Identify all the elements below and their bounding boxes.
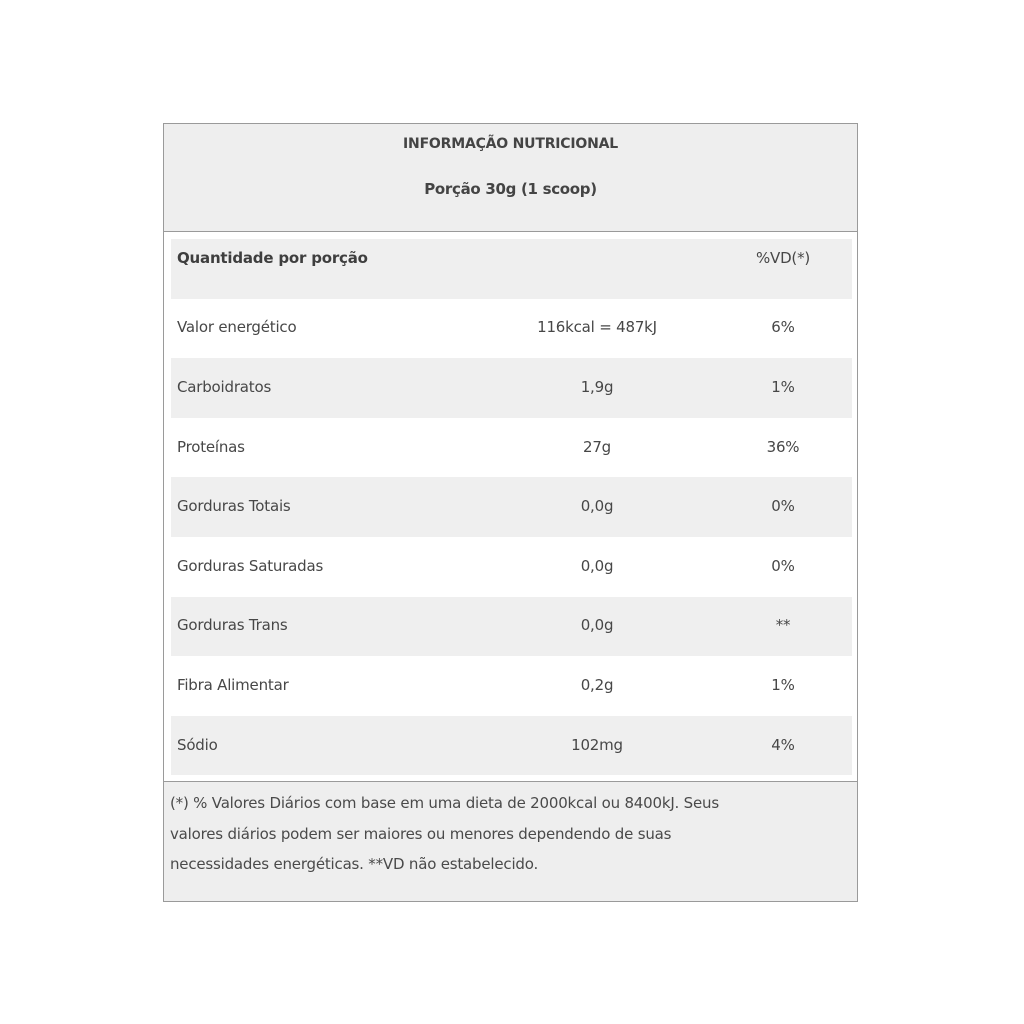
nutrient-name: Valor energético	[177, 318, 297, 337]
daily-value-footnote	[170, 788, 810, 880]
nutrient-amount: 1,9g	[580, 377, 614, 396]
nutrition-rows	[171, 239, 852, 775]
nutrition-table	[164, 232, 857, 782]
nutrition-facts-panel	[163, 123, 858, 902]
nutrient-vd: 1%	[771, 675, 795, 694]
portion-size: Porção 30g (1 scoop)	[424, 180, 597, 198]
column-header-vd: %VD(*)	[755, 249, 811, 267]
nutrient-vd: **	[775, 616, 791, 635]
nutrient-amount: 0,0g	[580, 616, 614, 635]
nutrient-amount: 116kcal = 487kJ	[537, 318, 657, 337]
nutrient-amount: 0,0g	[580, 556, 614, 575]
nutrient-vd: 36%	[766, 437, 800, 456]
nutrient-amount: 0,2g	[580, 675, 614, 694]
table-header-row	[171, 239, 852, 299]
nutrient-amount: 102mg	[571, 735, 623, 754]
nutrient-name: Gorduras Saturadas	[177, 556, 324, 575]
nutrient-name: Carboidratos	[177, 377, 272, 396]
nutrition-header	[164, 124, 857, 232]
nutrient-vd: 0%	[771, 497, 795, 516]
table-row	[171, 537, 852, 597]
nutrient-vd: 4%	[771, 735, 795, 754]
footnote-line: (*) % Valores Diários com base em uma dieta de 2000kcal ou 8400kJ. Seus	[170, 794, 719, 812]
table-row	[171, 597, 852, 657]
table-row	[171, 656, 852, 716]
table-row	[171, 299, 852, 359]
nutrient-vd: 1%	[771, 377, 795, 396]
column-header-quantity: Quantidade por porção	[177, 249, 368, 267]
nutrient-name: Gorduras Trans	[177, 616, 288, 635]
nutrient-vd: 6%	[771, 318, 795, 337]
footnote-line: valores diários podem ser maiores ou menores dependendo de suas	[170, 824, 672, 843]
nutrient-amount: 0,0g	[580, 497, 614, 516]
footnote-line: necessidades energéticas. **VD não estabelecido.	[170, 855, 539, 873]
nutrient-name: Gorduras Totais	[177, 497, 291, 516]
nutrient-name: Fibra Alimentar	[177, 675, 289, 694]
table-row	[171, 716, 852, 776]
nutrient-vd: 0%	[771, 556, 795, 575]
table-row	[171, 477, 852, 537]
nutrient-amount: 27g	[582, 437, 611, 456]
nutrition-title: INFORMAÇÃO NUTRICIONAL	[403, 136, 618, 152]
nutrient-name: Proteínas	[177, 437, 245, 456]
table-row	[171, 358, 852, 418]
nutrient-name: Sódio	[177, 735, 218, 754]
column-header-amount	[507, 239, 687, 299]
table-row	[171, 418, 852, 478]
